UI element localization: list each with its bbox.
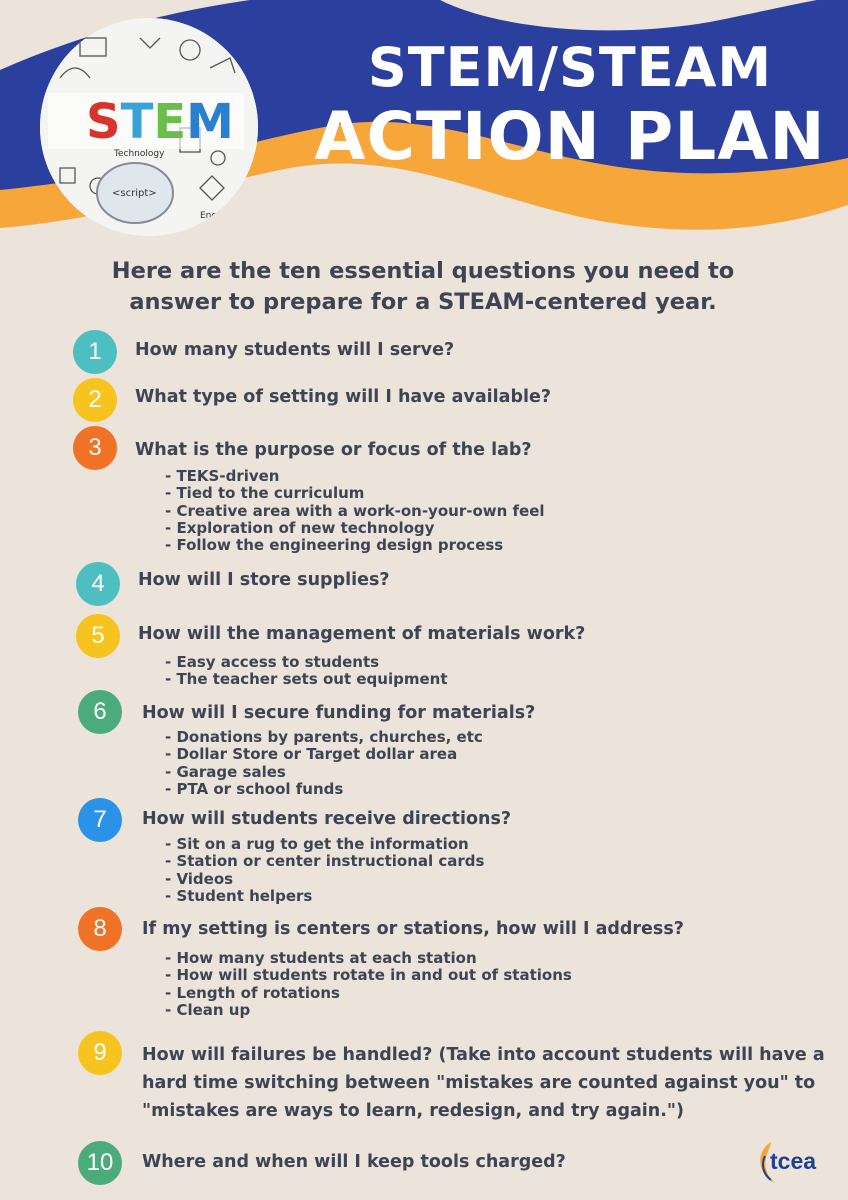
question-points <box>165 729 483 798</box>
question-text: How will students receive directions? <box>142 809 512 829</box>
point-item: - Garage sales <box>165 762 286 781</box>
hero-letter-s: S <box>86 94 121 150</box>
point-item: - The teacher sets out equipment <box>165 670 448 689</box>
stem-hero-image <box>40 18 258 236</box>
hero-doodle-word: <script> <box>112 188 157 199</box>
question-text: If my setting is centers or stations, how will I address? <box>142 919 684 939</box>
title-line-2: ACTION PLAN <box>314 98 826 175</box>
hero-letter-m: M <box>186 94 234 150</box>
question-text: How will the management of materials work? <box>138 624 586 644</box>
hero-letter-t: T <box>120 94 154 150</box>
question-number-badge: 6 <box>78 690 122 734</box>
point-item: - Sit on a rug to get the information <box>165 835 469 853</box>
point-item: - Student helpers <box>165 886 313 905</box>
question-number-badge: 1 <box>73 330 117 374</box>
intro-line: answer to prepare for a STEAM-centered year. <box>129 289 717 315</box>
point-item: - PTA or school funds <box>165 779 344 798</box>
question-number-badge: 3 <box>73 426 117 470</box>
point-item: - Videos <box>165 869 234 888</box>
question-text: Where and when will I keep tools charged? <box>142 1152 566 1172</box>
hero-letter-e: E <box>153 94 187 150</box>
question-text: What type of setting will I have available? <box>135 387 551 407</box>
question-text: What is the purpose or focus of the lab? <box>135 440 532 460</box>
point-item: - Station or center instructional cards <box>165 852 485 871</box>
question-number-badge: 9 <box>78 1031 122 1075</box>
question-number-badge: 2 <box>73 378 117 422</box>
hero-stem-word <box>86 94 234 150</box>
question-number-badge: 5 <box>76 614 120 658</box>
hero-doodle-word: Engineering <box>200 211 254 221</box>
point-item: - Donations by parents, churches, etc <box>165 728 483 746</box>
question-points <box>165 836 484 905</box>
question-points <box>165 654 448 689</box>
point-item: - Tied to the curriculum <box>165 484 365 503</box>
question-text: How will failures be handled? (Take into account students will have a hard time switching between "mistakes are counted against you" to "mistakes are ways to learn, redesign, and try again.") <box>142 1045 825 1121</box>
tcea-logo-text: tcea <box>770 1148 817 1174</box>
point-item: - Follow the engineering design process <box>165 536 504 555</box>
question-points <box>165 468 545 554</box>
question-points <box>165 950 572 1019</box>
question-text: How many students will I serve? <box>135 340 455 360</box>
intro-line: Here are the ten essential questions you need to <box>111 258 735 284</box>
question-number-badge: 7 <box>78 798 122 842</box>
point-item: - Dollar Store or Target dollar area <box>165 745 458 764</box>
point-item: - How many students at each station <box>165 949 477 967</box>
point-item: - Length of rotations <box>165 983 340 1002</box>
intro-text <box>40 256 806 318</box>
point-item: - How will students rotate in and out of stations <box>165 966 572 985</box>
point-item: - Exploration of new technology <box>165 518 435 537</box>
question-text: How will I secure funding for materials? <box>142 703 536 723</box>
question-number-badge: 4 <box>76 562 120 606</box>
hero-doodle-word: Technology <box>114 149 165 159</box>
point-item: - Creative area with a work-on-your-own feel <box>165 501 545 520</box>
question-number-badge: 8 <box>78 907 122 951</box>
point-item: - Easy access to students <box>165 653 380 671</box>
title-line-1: STEM/STEAM <box>367 36 773 99</box>
point-item: - Clean up <box>165 1000 251 1019</box>
point-item: - TEKS-driven <box>165 467 280 485</box>
question-text: How will I store supplies? <box>138 570 390 590</box>
question-number-badge: 10 <box>78 1141 122 1185</box>
